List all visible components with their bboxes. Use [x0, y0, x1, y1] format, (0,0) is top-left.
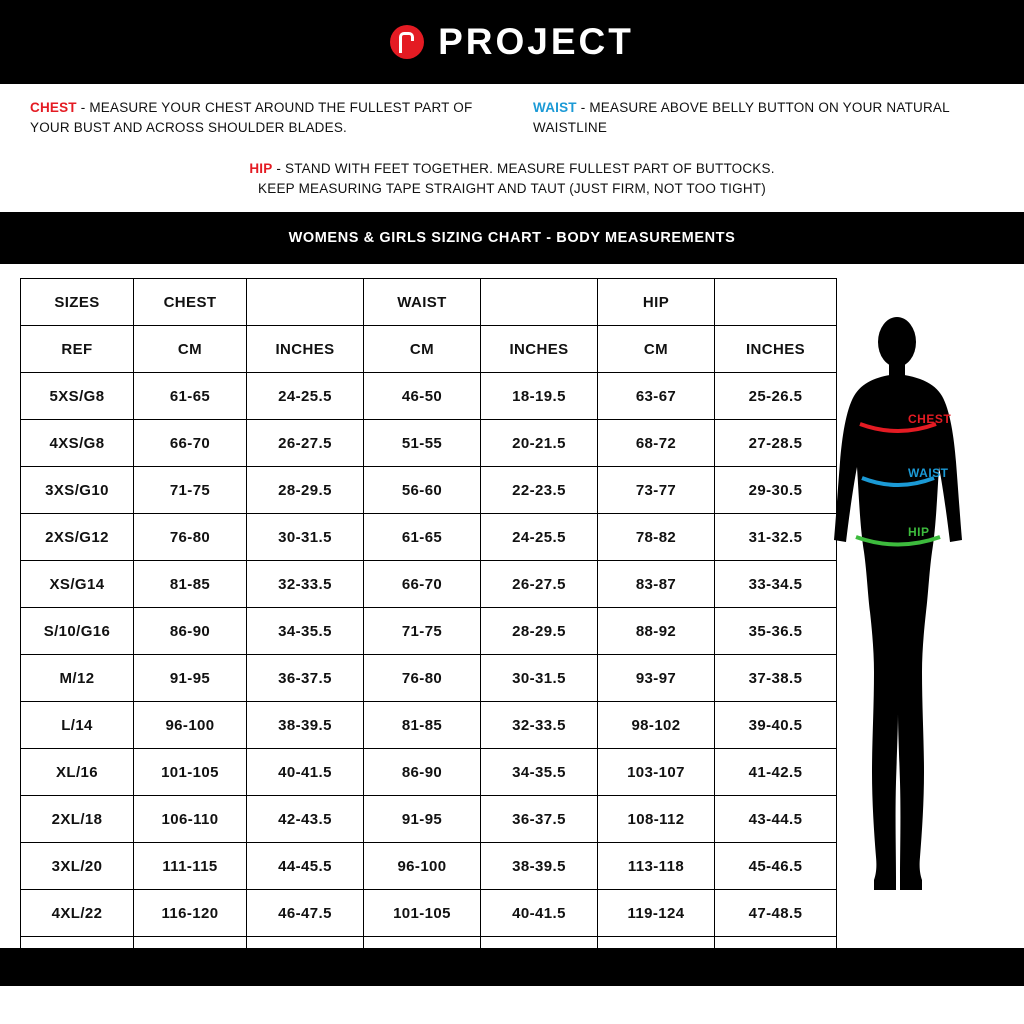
table-group-header-cell: WAIST	[364, 279, 481, 326]
table-cell: 83-87	[598, 561, 715, 608]
brand-name: PROJECT	[438, 21, 634, 62]
table-cell: 93-97	[598, 655, 715, 702]
chest-instruction-text: - MEASURE YOUR CHEST AROUND THE FULLEST PART OF YOUR BUST AND ACROSS SHOULDER BLADES.	[30, 100, 473, 135]
table-cell: 30-31.5	[481, 655, 598, 702]
table-row	[21, 655, 837, 702]
table-row	[21, 749, 837, 796]
hip-instruction	[24, 159, 1000, 200]
table-cell: L/14	[21, 702, 134, 749]
table-cell: 46-47.5	[247, 890, 364, 937]
sizing-table	[20, 278, 837, 984]
table-cell: 116-120	[134, 890, 247, 937]
table-cell: 63-67	[598, 373, 715, 420]
table-row	[21, 561, 837, 608]
table-cell: 2XS/G12	[21, 514, 134, 561]
table-cell: 108-112	[598, 796, 715, 843]
table-cell: 39-40.5	[715, 702, 837, 749]
table-cell: M/12	[21, 655, 134, 702]
table-cell: 25-26.5	[715, 373, 837, 420]
footer-band	[0, 948, 1024, 986]
waist-keyword: WAIST	[533, 100, 577, 115]
table-cell: 45-46.5	[715, 843, 837, 890]
table-group-header-cell: HIP	[598, 279, 715, 326]
table-cell: 35-36.5	[715, 608, 837, 655]
measurement-instructions	[0, 84, 1024, 212]
table-cell: 28-29.5	[247, 467, 364, 514]
table-cell: 96-100	[364, 843, 481, 890]
table-cell: 36-37.5	[247, 655, 364, 702]
table-cell: 32-33.5	[481, 702, 598, 749]
table-cell: 3XL/20	[21, 843, 134, 890]
table-group-header-cell	[481, 279, 598, 326]
table-cell: 81-85	[364, 702, 481, 749]
table-row	[21, 702, 837, 749]
table-cell: 26-27.5	[247, 420, 364, 467]
table-cell: 31-32.5	[715, 514, 837, 561]
table-row	[21, 843, 837, 890]
table-cell: 66-70	[364, 561, 481, 608]
table-row	[21, 467, 837, 514]
table-unit-header-cell: CM	[598, 326, 715, 373]
chest-instruction	[24, 98, 497, 137]
table-cell: 34-35.5	[481, 749, 598, 796]
table-cell: 5XS/G8	[21, 373, 134, 420]
chest-keyword: CHEST	[30, 100, 77, 115]
table-cell: 36-37.5	[481, 796, 598, 843]
table-cell: 76-80	[134, 514, 247, 561]
table-cell: 73-77	[598, 467, 715, 514]
table-row	[21, 420, 837, 467]
table-cell: 37-38.5	[715, 655, 837, 702]
table-cell: 20-21.5	[481, 420, 598, 467]
table-cell: 88-92	[598, 608, 715, 655]
table-cell: XL/16	[21, 749, 134, 796]
table-cell: 68-72	[598, 420, 715, 467]
table-cell: 91-95	[134, 655, 247, 702]
table-cell: 27-28.5	[715, 420, 837, 467]
table-cell: 40-41.5	[481, 890, 598, 937]
table-unit-header-cell: INCHES	[715, 326, 837, 373]
table-cell: 41-42.5	[715, 749, 837, 796]
table-group-header-cell: SIZES	[21, 279, 134, 326]
table-cell: 98-102	[598, 702, 715, 749]
table-cell: 38-39.5	[481, 843, 598, 890]
table-row	[21, 890, 837, 937]
chart-title: WOMENS & GIRLS SIZING CHART - BODY MEASUREMENTS	[288, 230, 736, 246]
table-cell: 42-43.5	[247, 796, 364, 843]
table-cell: 32-33.5	[247, 561, 364, 608]
table-group-header-row	[21, 279, 837, 326]
table-cell: 3XS/G10	[21, 467, 134, 514]
chart-title-band	[0, 212, 1024, 264]
table-cell: 71-75	[364, 608, 481, 655]
waist-instruction	[515, 98, 1000, 137]
table-unit-header-cell: CM	[134, 326, 247, 373]
figure-label-chest: CHEST	[908, 412, 952, 426]
table-unit-header-cell: INCHES	[247, 326, 364, 373]
table-cell: 29-30.5	[715, 467, 837, 514]
table-cell: 51-55	[364, 420, 481, 467]
table-cell: 4XS/G8	[21, 420, 134, 467]
project-p-logo-icon	[390, 25, 424, 59]
table-cell: 46-50	[364, 373, 481, 420]
table-cell: 76-80	[364, 655, 481, 702]
table-cell: 119-124	[598, 890, 715, 937]
table-cell: 18-19.5	[481, 373, 598, 420]
table-unit-header-cell: INCHES	[481, 326, 598, 373]
header-band	[0, 0, 1024, 84]
brand-logo	[390, 21, 634, 63]
table-row	[21, 514, 837, 561]
hip-instruction-text-2: KEEP MEASURING TAPE STRAIGHT AND TAUT (JUST FIRM, NOT TOO TIGHT)	[258, 181, 766, 197]
table-cell: 61-65	[364, 514, 481, 561]
table-cell: 113-118	[598, 843, 715, 890]
table-cell: 56-60	[364, 467, 481, 514]
hip-instruction-text: - STAND WITH FEET TOGETHER. MEASURE FULLEST PART OF BUTTOCKS.	[272, 161, 775, 177]
table-group-header-cell	[247, 279, 364, 326]
table-cell: 86-90	[134, 608, 247, 655]
figure-label-hip: HIP	[908, 525, 930, 539]
table-cell: 78-82	[598, 514, 715, 561]
table-cell: 111-115	[134, 843, 247, 890]
table-cell: 106-110	[134, 796, 247, 843]
table-cell: 24-25.5	[481, 514, 598, 561]
hip-keyword: HIP	[249, 161, 273, 177]
table-unit-header-cell: REF	[21, 326, 134, 373]
table-cell: 43-44.5	[715, 796, 837, 843]
table-cell: 101-105	[364, 890, 481, 937]
table-cell: 66-70	[134, 420, 247, 467]
table-unit-header-cell: CM	[364, 326, 481, 373]
table-unit-header-row	[21, 326, 837, 373]
table-cell: 30-31.5	[247, 514, 364, 561]
table-cell: 86-90	[364, 749, 481, 796]
table-row	[21, 373, 837, 420]
table-cell: XS/G14	[21, 561, 134, 608]
table-cell: 47-48.5	[715, 890, 837, 937]
table-cell: 91-95	[364, 796, 481, 843]
female-silhouette-icon	[812, 312, 982, 912]
table-cell: 103-107	[598, 749, 715, 796]
main-content	[0, 264, 1024, 986]
table-cell: 71-75	[134, 467, 247, 514]
table-cell: 81-85	[134, 561, 247, 608]
table-cell: 4XL/22	[21, 890, 134, 937]
table-cell: 28-29.5	[481, 608, 598, 655]
table-cell: 34-35.5	[247, 608, 364, 655]
table-row	[21, 796, 837, 843]
table-row	[21, 608, 837, 655]
table-cell: 44-45.5	[247, 843, 364, 890]
table-cell: 22-23.5	[481, 467, 598, 514]
table-cell: 24-25.5	[247, 373, 364, 420]
table-cell: S/10/G16	[21, 608, 134, 655]
body-figure	[812, 312, 982, 912]
table-cell: 33-34.5	[715, 561, 837, 608]
table-cell: 101-105	[134, 749, 247, 796]
table-cell: 40-41.5	[247, 749, 364, 796]
table-cell: 38-39.5	[247, 702, 364, 749]
table-cell: 2XL/18	[21, 796, 134, 843]
figure-label-waist: WAIST	[908, 466, 949, 480]
waist-instruction-text: - MEASURE ABOVE BELLY BUTTON ON YOUR NATURAL WAISTLINE	[533, 100, 950, 135]
table-cell: 61-65	[134, 373, 247, 420]
table-group-header-cell: CHEST	[134, 279, 247, 326]
table-cell: 96-100	[134, 702, 247, 749]
table-cell: 26-27.5	[481, 561, 598, 608]
